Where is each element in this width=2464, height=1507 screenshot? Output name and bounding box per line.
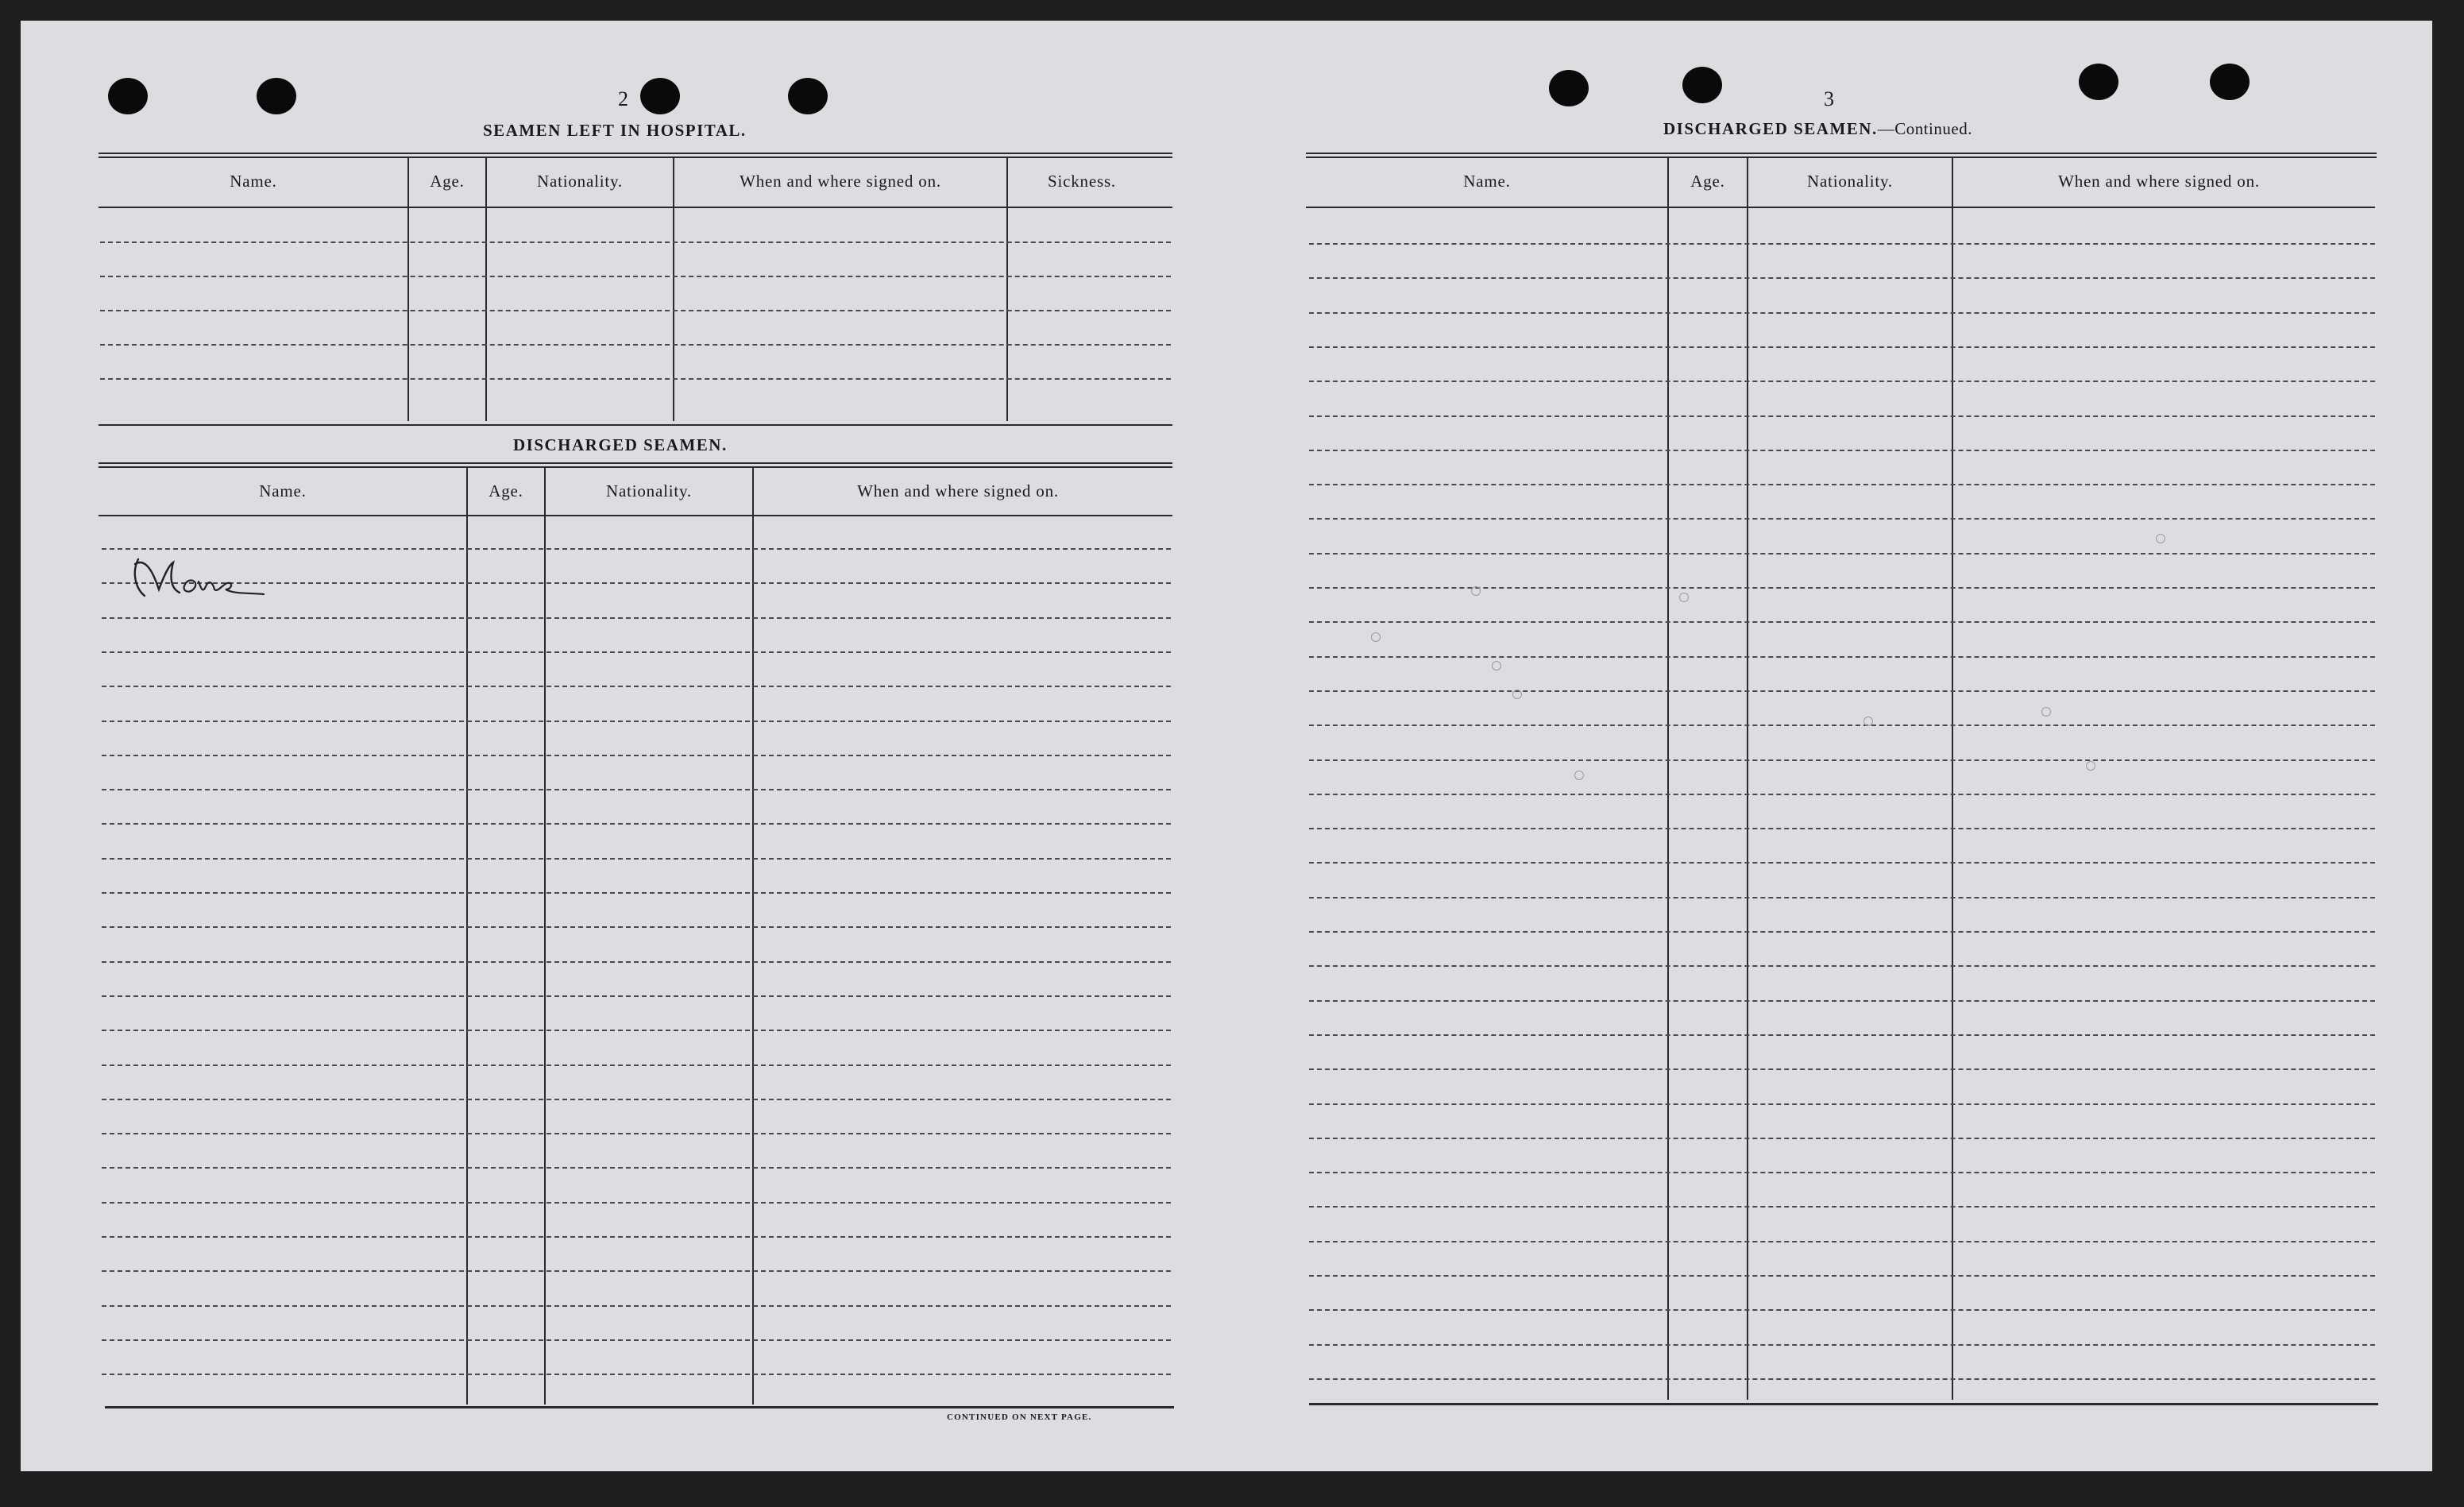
ruled-row-line	[1309, 484, 2375, 485]
ruled-row-line	[100, 310, 1171, 311]
column-divider	[466, 467, 468, 1405]
bottom-rule	[1309, 1403, 2378, 1405]
page-number: 3	[1824, 87, 1835, 110]
ruled-row-line	[1309, 450, 2375, 451]
column-header-signed-on: When and where signed on.	[857, 481, 1059, 500]
page-number: 2	[618, 87, 629, 110]
ruled-row-line	[1309, 862, 2375, 864]
ruled-row-line	[102, 1065, 1171, 1066]
column-divider	[1952, 157, 1953, 1400]
ruled-row-line	[102, 926, 1171, 928]
ruled-row-line	[102, 995, 1171, 997]
ruled-row-line	[1309, 1344, 2375, 1346]
ruled-row-line	[1309, 1034, 2375, 1036]
column-header-age: Age.	[1690, 172, 1725, 191]
discharged-section-title: DISCHARGED SEAMEN.	[513, 435, 728, 454]
ruled-row-line	[102, 1374, 1171, 1375]
ruled-row-line	[1309, 587, 2375, 589]
ruled-row-line	[102, 721, 1171, 722]
ruled-row-line	[1309, 931, 2375, 933]
paper-speck	[2156, 534, 2165, 543]
continued-note: CONTINUED ON NEXT PAGE.	[947, 1412, 1092, 1422]
ruled-row-line	[1309, 1206, 2375, 1208]
column-header-nationality: Nationality.	[606, 481, 692, 500]
ruled-row-line	[1309, 518, 2375, 520]
ruled-row-line	[100, 344, 1171, 346]
title-suffix: —Continued.	[1877, 119, 1972, 138]
binder-hole	[2079, 64, 2118, 100]
ruled-row-line	[1309, 656, 2375, 658]
column-header-nationality: Nationality.	[537, 172, 623, 191]
ruled-row-line	[1309, 690, 2375, 692]
column-divider	[407, 157, 409, 421]
ruled-row-line	[1309, 759, 2375, 761]
ruled-row-line	[102, 1099, 1171, 1100]
column-header-rule	[98, 515, 1172, 516]
ruled-row-line	[102, 1270, 1171, 1272]
column-divider	[485, 157, 487, 421]
ruled-row-line	[102, 1202, 1171, 1204]
paper-speck	[1471, 586, 1481, 596]
column-header-rule	[98, 207, 1172, 208]
ruled-row-line	[102, 755, 1171, 756]
column-header-name: Name.	[230, 172, 277, 191]
column-divider	[673, 157, 674, 421]
column-divider	[1667, 157, 1669, 1400]
handwritten-entry-text: None	[124, 548, 126, 549]
binder-hole	[108, 78, 148, 114]
ruled-row-line	[1309, 346, 2375, 348]
ruled-row-line	[102, 823, 1171, 825]
ruled-row-line	[102, 651, 1171, 653]
ruled-row-line	[100, 242, 1171, 243]
ruled-row-line	[100, 378, 1171, 380]
discharged-continued-title	[1663, 119, 1972, 139]
column-divider	[1747, 157, 1748, 1400]
header-rule	[1306, 153, 2377, 158]
binder-hole	[640, 78, 680, 114]
column-divider	[544, 467, 546, 1405]
column-divider	[752, 467, 754, 1405]
section-rule	[98, 424, 1172, 426]
ruled-row-line	[1309, 243, 2375, 245]
ruled-row-line	[1309, 1241, 2375, 1242]
paper-speck	[1512, 690, 1522, 699]
ruled-row-line	[100, 276, 1171, 277]
ruled-row-line	[102, 961, 1171, 963]
ruled-row-line	[1309, 1000, 2375, 1002]
column-header-name: Name.	[1463, 172, 1511, 191]
ruled-row-line	[1309, 965, 2375, 967]
handwritten-entry	[124, 548, 299, 612]
paper-speck	[1679, 593, 1689, 602]
ruled-row-line	[1309, 897, 2375, 898]
column-header-age: Age.	[430, 172, 465, 191]
paper-speck	[1492, 661, 1501, 670]
ruled-row-line	[1309, 621, 2375, 623]
binder-hole	[2210, 64, 2250, 100]
ruled-row-line	[1309, 1275, 2375, 1277]
ruled-row-line	[102, 686, 1171, 687]
column-header-signed-on: When and where signed on.	[2058, 172, 2260, 191]
title-text: DISCHARGED SEAMEN.	[1663, 119, 1878, 138]
header-rule	[98, 462, 1172, 468]
header-rule	[98, 153, 1172, 158]
ruled-row-line	[1309, 828, 2375, 829]
ruled-row-line	[102, 789, 1171, 790]
ruled-row-line	[1309, 725, 2375, 726]
column-divider	[1006, 157, 1008, 421]
ruled-row-line	[1309, 381, 2375, 382]
ruled-row-line	[1309, 312, 2375, 314]
ruled-row-line	[102, 1167, 1171, 1169]
ruled-row-line	[1309, 1068, 2375, 1070]
ruled-row-line	[1309, 1138, 2375, 1139]
column-header-age: Age.	[489, 481, 523, 500]
ruled-row-line	[102, 858, 1171, 860]
ruled-row-line	[1309, 1378, 2375, 1380]
ruled-row-line	[102, 1133, 1171, 1134]
binder-hole	[788, 78, 828, 114]
ruled-row-line	[102, 1236, 1171, 1238]
ruled-row-line	[102, 617, 1171, 619]
hospital-section-title: SEAMEN LEFT IN HOSPITAL.	[483, 121, 747, 140]
ruled-row-line	[102, 1030, 1171, 1031]
column-header-name: Name.	[259, 481, 307, 500]
ruled-row-line	[1309, 1103, 2375, 1105]
binder-hole	[1682, 67, 1722, 103]
ruled-row-line	[102, 1339, 1171, 1341]
ruled-row-line	[102, 1305, 1171, 1307]
column-header-rule	[1306, 207, 2375, 208]
ruled-row-line	[1309, 1309, 2375, 1311]
binder-hole	[1549, 70, 1589, 106]
ruled-row-line	[102, 892, 1171, 894]
bottom-rule	[105, 1406, 1174, 1408]
paper-speck	[1863, 717, 1873, 726]
column-header-sickness: Sickness.	[1048, 172, 1116, 191]
ruled-row-line	[1309, 277, 2375, 279]
column-header-nationality: Nationality.	[1807, 172, 1893, 191]
ruled-row-line	[1309, 1172, 2375, 1173]
paper-speck	[1371, 632, 1381, 642]
paper-speck	[1574, 771, 1584, 780]
column-header-signed-on: When and where signed on.	[740, 172, 941, 191]
paper-speck	[2086, 761, 2095, 771]
ledger-sheet	[21, 21, 2432, 1471]
ruled-row-line	[1309, 794, 2375, 795]
ruled-row-line	[1309, 415, 2375, 417]
ruled-row-line	[1309, 553, 2375, 554]
binder-hole	[257, 78, 296, 114]
paper-speck	[2041, 707, 2051, 717]
